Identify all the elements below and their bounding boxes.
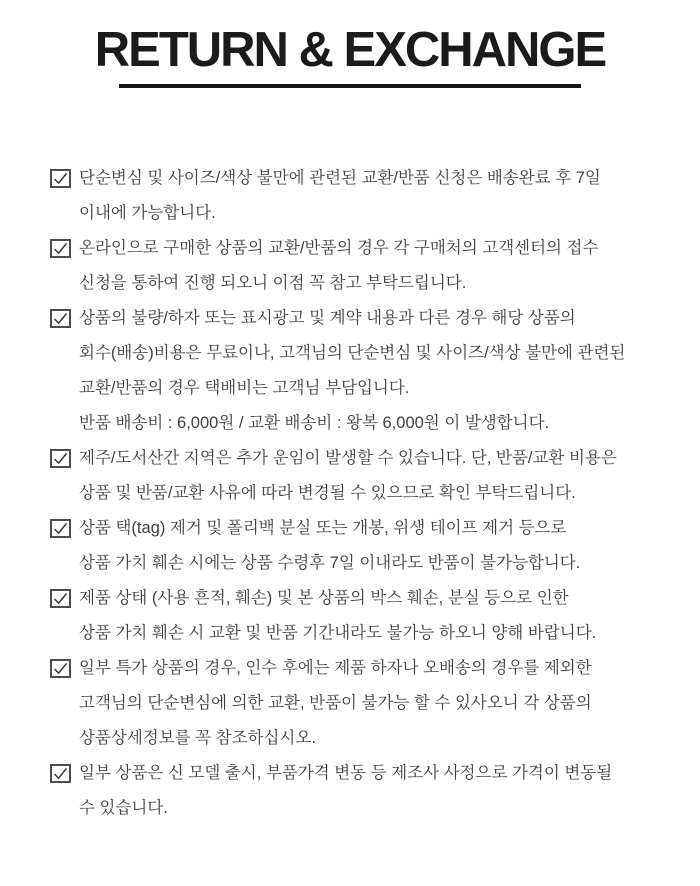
policy-item (50, 511, 676, 581)
policy-line: 상품상세정보를 꼭 참조하십시오. (79, 729, 316, 747)
policy-item (50, 161, 676, 231)
page-title: RETURN & EXCHANGE (94, 23, 606, 77)
header (0, 22, 700, 88)
policy-line: 상품 및 반품/교환 사유에 따라 변경될 수 있으므로 확인 부탁드립니다. (79, 484, 576, 502)
policy-line: 고객님의 단순변심에 의한 교환, 반품이 불가능 할 수 있사오니 각 상품의 (79, 694, 592, 712)
policy-item (50, 441, 676, 511)
policy-line: 제품 상태 (사용 흔적, 훼손) 및 본 상품의 박스 훼손, 분실 등으로 인한 (79, 589, 569, 607)
policy-line: 상품의 불량/하자 또는 표시광고 및 계약 내용과 다른 경우 해당 상품의 (79, 309, 576, 327)
policy-line: 제주/도서산간 지역은 추가 운임이 발생할 수 있습니다. 단, 반품/교환 비용은 (79, 449, 617, 467)
title-underline (119, 84, 581, 88)
policy-item (50, 231, 676, 301)
policy-item-text (79, 441, 617, 511)
policy-line: 상품 가치 훼손 시에는 상품 수령후 7일 이내라도 반품이 불가능합니다. (79, 554, 581, 572)
policy-item (50, 581, 676, 651)
checkbox-checked-icon (50, 309, 71, 328)
policy-item-text (79, 511, 580, 581)
checkbox-checked-icon (50, 764, 71, 783)
policy-list (50, 161, 676, 826)
policy-item (50, 301, 676, 441)
policy-line: 온라인으로 구매한 상품의 교환/반품의 경우 각 구매처의 고객센터의 접수 (79, 239, 599, 257)
policy-item-text (79, 231, 598, 301)
policy-item-text (79, 756, 612, 826)
policy-line: 신청을 통하여 진행 되오니 이점 꼭 참고 부탁드립니다. (79, 274, 467, 292)
policy-line: 회수(배송)비용은 무료이나, 고객님의 단순변심 및 사이즈/색상 불만에 관련된 (79, 344, 626, 362)
policy-item-text (79, 651, 592, 756)
policy-item-text (79, 581, 596, 651)
policy-item-text (79, 161, 601, 231)
policy-item-text (79, 301, 625, 441)
policy-line: 상품 가치 훼손 시 교환 및 반품 기간내라도 불가능 하오니 양해 바랍니다. (79, 624, 597, 642)
policy-line: 이내에 가능합니다. (79, 204, 216, 222)
policy-line: 상품 택(tag) 제거 및 폴리백 분실 또는 개봉, 위생 테이프 제거 등으로 (79, 519, 567, 537)
checkbox-checked-icon (50, 449, 71, 468)
policy-line: 일부 특가 상품의 경우, 인수 후에는 제품 하자나 오배송의 경우를 제외한 (79, 659, 592, 677)
checkbox-checked-icon (50, 169, 71, 188)
policy-item (50, 756, 676, 826)
checkbox-checked-icon (50, 659, 71, 678)
policy-line: 수 있습니다. (79, 799, 168, 817)
checkbox-checked-icon (50, 589, 71, 608)
policy-line: 교환/반품의 경우 택배비는 고객님 부담입니다. (79, 379, 410, 397)
policy-line: 단순변심 및 사이즈/색상 불만에 관련된 교환/반품 신청은 배송완료 후 7일 (79, 169, 601, 187)
policy-line: 반품 배송비 : 6,000원 / 교환 배송비 : 왕복 6,000원 이 발생합니다. (79, 414, 550, 432)
checkbox-checked-icon (50, 239, 71, 258)
policy-item (50, 651, 676, 756)
policy-line: 일부 상품은 신 모델 출시, 부품가격 변동 등 제조사 사정으로 가격이 변동될 (79, 764, 613, 782)
checkbox-checked-icon (50, 519, 71, 538)
